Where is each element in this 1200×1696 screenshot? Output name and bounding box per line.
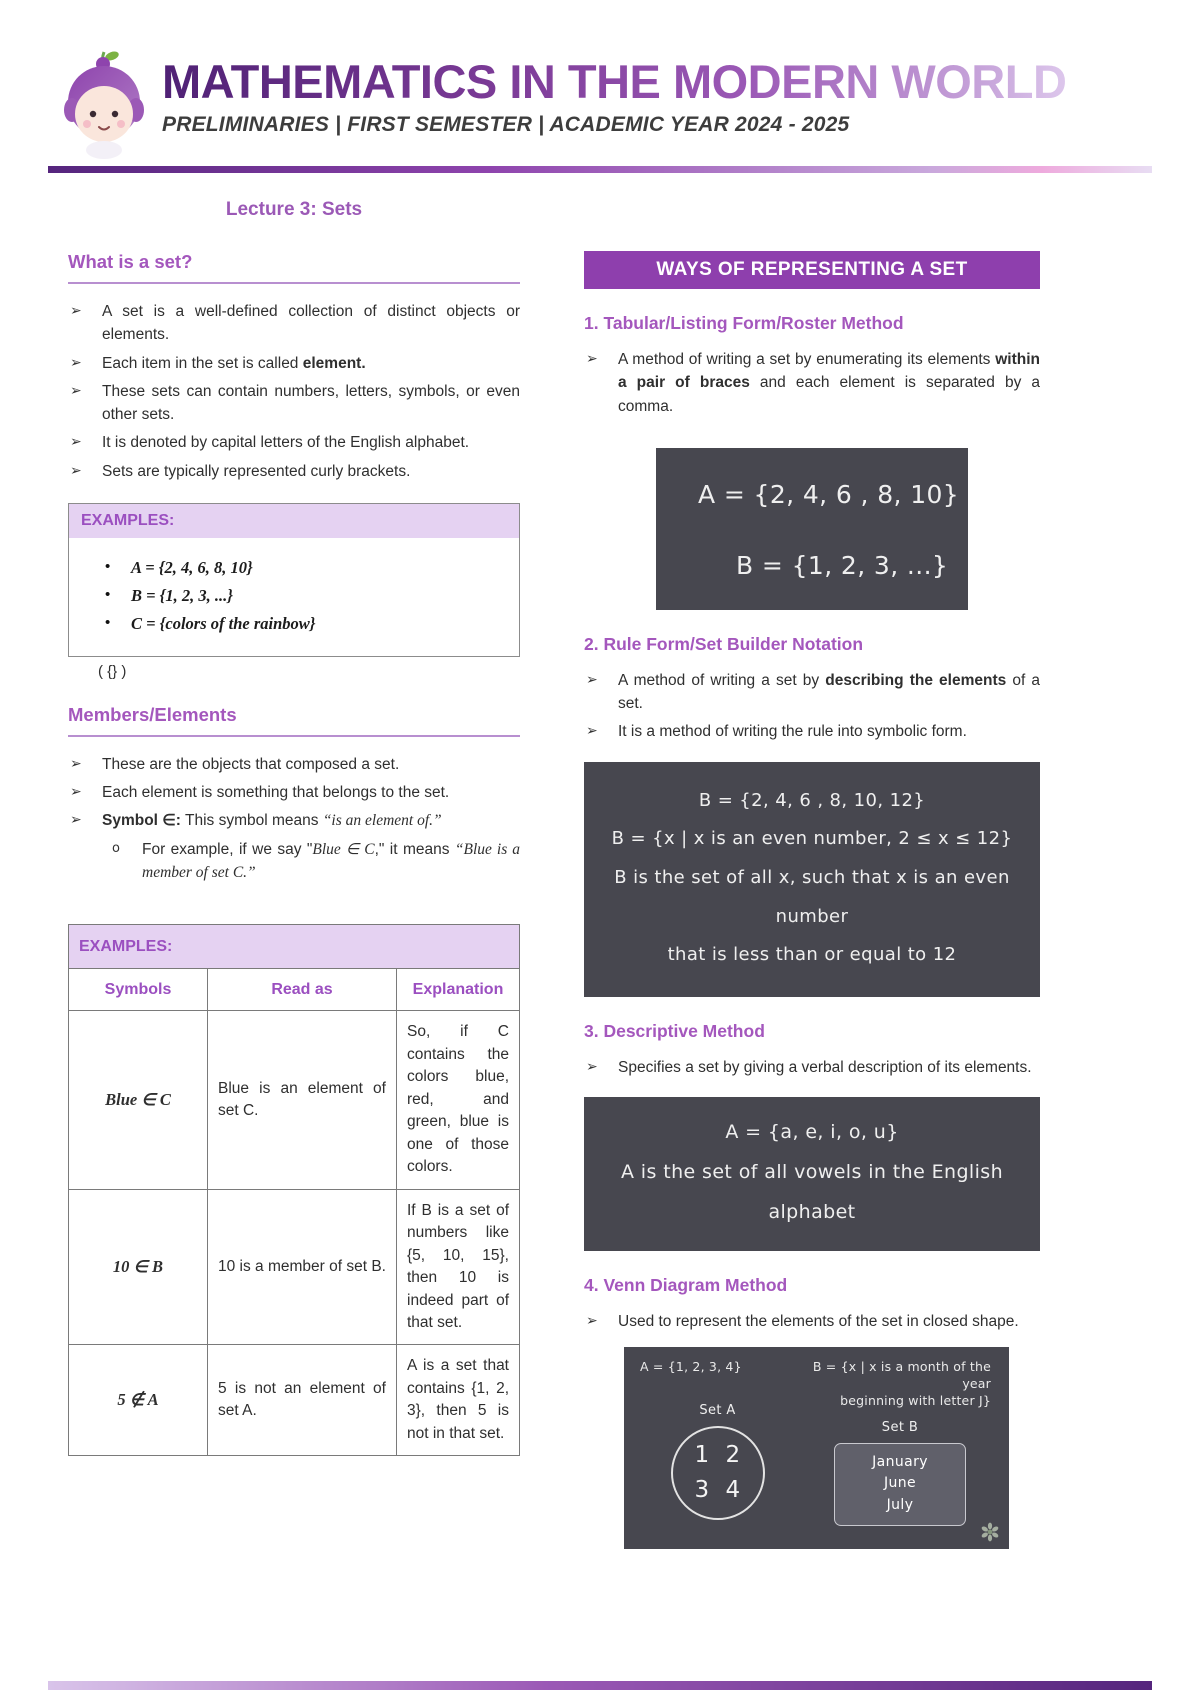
bullet-item [68,753,520,776]
left-column [68,199,520,1549]
bullet-text-italic: “is an element of.” [322,812,442,830]
set-a-definition: A = {1, 2, 3, 4} [640,1359,742,1375]
set-a-element: 3 [694,1477,710,1504]
bullet-text: Each element is something that belongs to the set. [102,784,450,801]
set-b-definition [807,1359,993,1410]
board-line: B = {1, 2, 3, ...} [736,550,949,580]
bullet-arrow-icon: ➢ [70,812,82,829]
read-as-cell: 10 is a member of set B. [208,1189,397,1345]
bullet-text: It is a method of writing the rule into symbolic form. [618,723,967,741]
symbol-cell: 10 ∈ B [69,1189,208,1345]
bullet-item [68,300,520,347]
venn-set-a [640,1359,795,1537]
bullet-item [584,669,1040,716]
board-line: B is the set of all x, such that x is an even number [614,866,1010,927]
set-a-circle [671,1426,765,1520]
bullet-arrow-icon: ➢ [70,354,82,371]
bullet-text: These sets can contain numbers, letters, symbols, or even other sets. [102,382,520,423]
set-b-element: June [883,1475,917,1492]
bullet-arrow-icon: ➢ [70,303,82,319]
header-divider [48,166,1152,173]
bullet-text [102,352,520,375]
bullet-arrow-icon: ➢ [586,723,598,740]
table-row [69,1011,520,1189]
explanation-cell: So, if C contains the colors blue, red, and green, blue is one of those colors. [397,1011,520,1189]
set-b-definition-line: beginning with letter J} [840,1392,991,1408]
footer-divider [48,1681,1152,1690]
bullet-text-post: and each element is separated by a comma. [618,374,1041,415]
symbol-cell: Blue ∈ C [69,1011,208,1189]
bullet-item [68,431,520,454]
examples-table [68,924,520,1456]
page-title: MATHEMATICS IN THE MODERN WORLD [162,55,1067,108]
venn-set-b [807,1359,993,1537]
bullet-arrow-icon: ➢ [586,1058,598,1075]
board-line: A = {2, 4, 6 , 8, 10} [698,479,960,509]
set-b-box [834,1443,966,1526]
table-row [69,1345,520,1456]
set-b-element: July [886,1497,914,1514]
bullet-item [584,1310,1040,1333]
sub-text-mid: ," it means [374,840,455,858]
bullet-arrow-icon: ➢ [586,1312,598,1329]
roster-example-board [656,448,968,610]
column-header-explanation: Explanation [397,969,520,1011]
watermark-flower-icon [979,1521,1001,1543]
bullet-item [68,781,520,804]
board-line: that is less than or equal to 12 [667,944,957,966]
descriptive-example-board [584,1097,1040,1251]
bullet-arrow-icon: ➢ [586,351,598,367]
read-as-cell: 5 is not an element of set A. [208,1345,397,1456]
content-columns [0,199,1200,1549]
dot-bullet-icon: • [105,585,111,603]
bullet-item [68,352,520,375]
set-a-element: 2 [725,1442,741,1469]
empty-set-note: ( {} ) [98,662,127,680]
heading-descriptive-method: 3. Descriptive Method [584,1020,765,1041]
bullet-arrow-icon: ➢ [70,382,82,399]
bullet-item [584,720,1040,743]
sub-bullet-item [106,838,520,885]
venn-diagram-board [624,1347,1009,1549]
page-subtitle: PRELIMINARIES | FIRST SEMESTER | ACADEMIC YEAR 2024 - 2025 [162,113,850,136]
set-a-label: Set A [699,1402,736,1418]
sub-text-pre: For example, if we say " [142,840,313,858]
bullet-text: Sets are typically represented curly brackets. [102,462,411,480]
example-item [105,558,507,578]
dot-bullet-icon: • [105,613,111,631]
explanation-cell: A is a set that contains {1, 2, 3}, then 5 is not in that set. [397,1345,520,1456]
heading-what-is-a-set: What is a set? [68,251,520,284]
example-set-a: A = {2, 4, 6, 8, 10} [131,557,253,577]
section-banner: WAYS OF REPRESENTING A SET [584,251,1040,289]
table-row [69,1189,520,1345]
column-header-read-as: Read as [208,969,397,1011]
sub-text-italic: “Blue is a member of set C.” [142,840,520,881]
set-a-element: 4 [725,1477,741,1504]
heading-members-elements: Members/Elements [68,704,520,737]
examples-box-body [69,538,519,656]
board-line: B = {2, 4, 6 , 8, 10, 12} [698,789,926,811]
sub-text-math: Blue ∈ C [312,840,375,858]
bullet-text-pre: A method of writing a set by enumerating its elements [618,351,996,368]
document-header [0,0,1200,160]
column-header-symbols: Symbols [69,969,208,1011]
bullet-text-bold: within a pair of braces [618,351,1040,392]
title-block [162,48,1066,137]
read-as-cell: Blue is an element of set C. [208,1011,397,1189]
board-line: A = {a, e, i, o, u} [725,1121,899,1144]
bullet-text [102,809,520,832]
bullet-text: Specifies a set by giving a verbal description of its elements. [618,1058,1032,1076]
board-line: A is the set of all vowels in the English alphabet [620,1161,1004,1223]
sub-bullet-marker: o [112,840,120,856]
bullet-item [584,348,1040,418]
bullet-text-pre: A method of writing a set by [618,671,826,689]
bullet-item [68,380,520,427]
bullet-text: A set is a well-defined collection of distinct objects or elements. [102,303,520,344]
bullet-text [618,348,1040,418]
heading-roster-method: 1. Tabular/Listing Form/Roster Method [584,313,904,333]
examples-table-label: EXAMPLES: [69,925,520,969]
bullet-text-mid: This symbol means [184,812,319,830]
board-line: B = {x | x is an even number, 2 ≤ x ≤ 12} [611,828,1013,850]
bullet-arrow-icon: ➢ [70,434,82,451]
bullet-text-pre: Each item in the set is called [102,354,303,372]
bullet-text-post: of a set. [618,671,1040,712]
bullet-item [68,809,520,832]
table-label-row [69,925,520,969]
set-builder-example-board [584,762,1040,997]
example-set-c: C = {colors of the rainbow} [131,613,316,633]
bullet-arrow-icon: ➢ [70,784,82,800]
bullet-item [584,1056,1040,1079]
bullet-text: Used to represent the elements of the set in closed shape. [618,1312,1019,1330]
bullet-text-bold: element. [302,354,366,372]
bullet-item [68,460,520,483]
heading-venn-method: 4. Venn Diagram Method [584,1274,788,1295]
kewpie-mascot-logo [60,48,148,160]
bullet-text [618,669,1040,716]
bullet-text: It is denoted by capital letters of the English alphabet. [102,434,470,452]
bullet-text: These are the objects that composed a set. [102,755,400,773]
set-b-element: January [872,1453,928,1470]
examples-box [68,503,520,657]
dot-bullet-icon: • [105,557,111,575]
example-item [105,614,507,634]
explanation-cell: If B is a set of numbers like {5, 10, 15}, then 10 is indeed part of that set. [397,1189,520,1345]
bullet-arrow-icon: ➢ [70,755,82,772]
examples-box-label: EXAMPLES: [69,504,519,538]
set-a-element: 1 [694,1442,710,1469]
table-header-row [69,969,520,1011]
set-b-definition-line: B = {x | x is a month of the year [812,1359,991,1391]
bullet-text-bold: describing the elements [825,671,1007,689]
set-b-label: Set B [881,1419,919,1435]
right-column [584,199,1040,1549]
bullet-arrow-icon: ➢ [586,671,598,688]
symbol-element-of-label: Symbol ∈: [102,812,181,830]
symbol-cell: 5 ∉ A [69,1345,208,1456]
lecture-title: Lecture 3: Sets [225,199,363,220]
example-set-b: B = {1, 2, 3, ...} [131,585,234,605]
bullet-arrow-icon: ➢ [70,462,82,479]
example-item [105,586,507,606]
heading-rule-form: 2. Rule Form/Set Builder Notation [584,633,864,654]
sub-bullet-text [142,838,520,885]
